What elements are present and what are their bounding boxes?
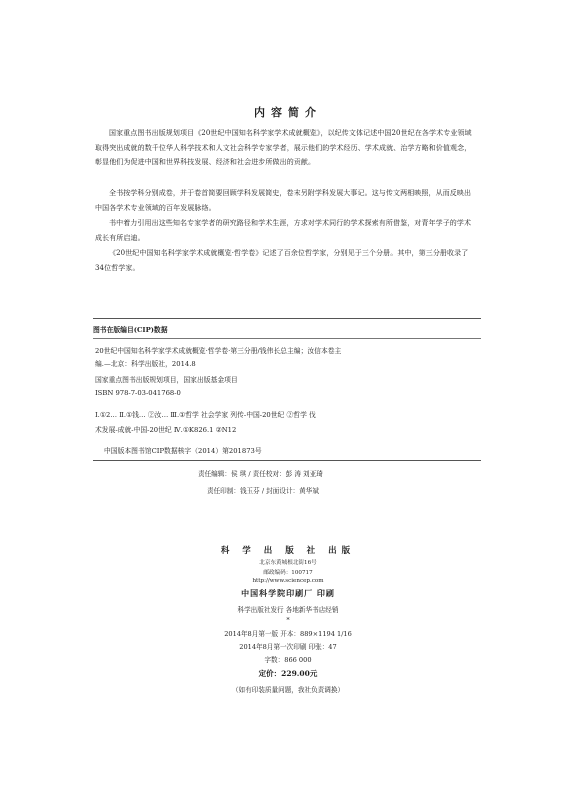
- publisher-url: http://www.sciencep.com: [252, 578, 324, 584]
- cip-line: 国家重点图书出版规划项目，国家出版基金项目: [95, 376, 238, 384]
- edition-line: 2014年8月第一版 开本：889×1194 1/16: [224, 630, 352, 638]
- price: 定价：229.00元: [258, 669, 318, 678]
- cip-line: 编.—北京：科学出版社，2014.8: [95, 360, 196, 368]
- cip-line: Ⅰ.①2… Ⅱ.①钱… ②汝… Ⅲ.①哲学 社会学家 列传-中国-20世纪 ②哲学 伐: [95, 411, 316, 419]
- cip-isbn: ISBN 978-7-03-041768-0: [95, 389, 181, 397]
- divider-bottom: [93, 460, 481, 461]
- editors-line: 责任编辑：侯 琪 / 责任校对：彭 涛 刘亚琦: [198, 470, 323, 478]
- intro-paragraph-2: 全书按学科分别成卷，并于卷首简要回顾学科发展简史，卷末另附学科发展大事记。这与传文两相映照，从而反映出中国各学术专业领域的百年发展脉络。: [95, 189, 472, 212]
- quality-notice: （如有印装质量问题，我社负责调换）: [231, 686, 345, 694]
- editors-line: 责任印制：钱玉芬 / 封面设计：黄华斌: [207, 487, 319, 495]
- publisher-address: 北京东黄城根北街16号: [259, 560, 317, 566]
- intro-title: 内容简介: [254, 106, 322, 119]
- word-count: 字数：866 000: [264, 656, 312, 664]
- cip-line: 术发展-成就-中国-20世纪 Ⅳ.①K826.1 ②N12: [95, 426, 237, 434]
- intro-paragraph-1: 国家重点图书出版规划项目《20世纪中国知名科学家学术成就概览》，以纪传文体记述中国20世纪在各学术专业领域取得突出成就的数千位华人科学技术和人文社会科学专家学者，展示他们的学术经历、学术成就、治学方略和价值观念，彰显他们为促进中国和世界科技发展、经济和社会进步所做出的贡献。: [95, 129, 472, 167]
- publisher-postcode: 邮政编码：100717: [263, 570, 313, 576]
- separator-star: *: [286, 616, 290, 624]
- print-line: 2014年8月第一次印刷 印张：47: [239, 643, 337, 651]
- cip-header: 图书在版编目(CIP)数据: [93, 326, 168, 334]
- cip-line: 20世纪中国知名科学家学术成就概览·哲学卷·第三分册/钱伟长总主编；汝信本卷主: [95, 347, 342, 355]
- divider-cip: [93, 338, 481, 339]
- divider-top: [93, 318, 481, 319]
- intro-paragraph-3: 书中着力引用出这些知名专家学者的研究路径和学术生涯，方求对学术同行的学术探索有所借鉴，对青年学子的学术成长有所启迪。: [95, 219, 472, 242]
- distributor: 科学出版社发行 各地新华书店经销: [237, 606, 339, 614]
- publisher-name: 科 学 出 版 社 出版: [220, 546, 356, 556]
- intro-paragraph-4: 《20世纪中国知名科学家学术成就概览·哲学卷》记述了百余位哲学家，分别见于三个分册。其中，第三分册收录了34位哲学家。: [95, 249, 469, 272]
- printer-name: 中国科学院印刷厂 印刷: [241, 588, 335, 598]
- cip-record-number: 中国版本图书馆CIP数据核字（2014）第201873号: [104, 447, 262, 455]
